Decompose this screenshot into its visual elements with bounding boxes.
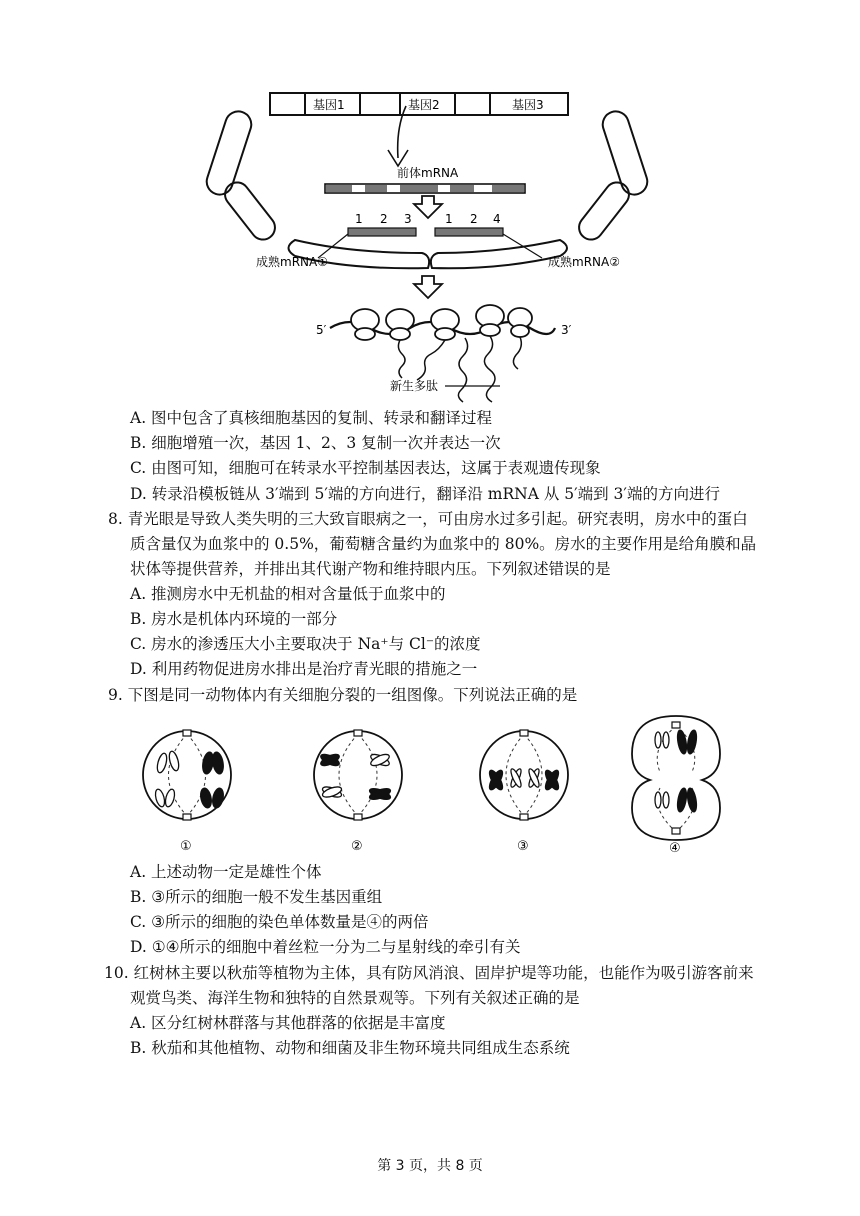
three-prime-label: 3′ — [561, 323, 572, 337]
cell-label-3: ③ — [517, 839, 529, 854]
cell-label-4: ④ — [669, 841, 681, 856]
q9-option-b: B. ③所示的细胞一般不发生基因重组 — [130, 888, 383, 906]
q8-stem-line2: 质含量仅为血浆中的 0.5%，葡萄糖含量约为血浆中的 80%。房水的主要作用是给角膜和晶 — [130, 535, 757, 553]
q7-option-c: C. 由图可知，细胞可在转录水平控制基因表达，这属于表观遗传现象 — [130, 459, 601, 477]
q9-option-d: D. ①④所示的细胞中着丝粒一分为二与星射线的牵引有关 — [130, 938, 521, 956]
q8-stem-line1: 8. 青光眼是导致人类失明的三大致盲眼病之一，可由房水过多引起。研究表明，房水中的蛋白 — [108, 510, 748, 528]
q9-option-c: C. ③所示的细胞的染色单体数量是④的两倍 — [130, 913, 429, 931]
gene-expression-diagram — [200, 88, 660, 404]
q9-option-a: A. 上述动物一定是雄性个体 — [130, 863, 322, 881]
exon-label: 2 — [380, 212, 388, 226]
q7-option-a: A. 图中包含了真核细胞基因的复制、转录和翻译过程 — [130, 409, 493, 427]
q9-stem: 9. 下图是同一动物体内有关细胞分裂的一组图像。下列说法正确的是 — [108, 686, 578, 704]
mature-mrna-2-label: 成熟mRNA② — [548, 255, 620, 269]
exon-label: 4 — [493, 212, 501, 226]
exon-label: 2 — [470, 212, 478, 226]
cell-division-figure — [130, 708, 730, 858]
q10-stem-line2: 观赏鸟类、海洋生物和独特的自然景观等。下列有关叙述正确的是 — [130, 989, 580, 1007]
gene3-label: 基因3 — [512, 98, 544, 112]
q10-stem-line1: 10. 红树林主要以秋茄等植物为主体，具有防风消浪、固岸护堤等功能，也能作为吸引游客前来 — [104, 964, 754, 982]
five-prime-label: 5′ — [316, 323, 327, 337]
q8-option-b: B. 房水是机体内环境的一部分 — [130, 610, 338, 628]
q8-option-a: A. 推测房水中无机盐的相对含量低于血浆中的 — [130, 585, 446, 603]
mature-mrna-1-label: 成熟mRNA① — [256, 255, 328, 269]
q8-stem-line3: 状体等提供营养，并排出其代谢产物和维持眼内压。下列叙述错误的是 — [130, 560, 611, 578]
exon-label: 1 — [445, 212, 453, 226]
q10-option-a: A. 区分红树林群落与其他群落的依据是丰富度 — [130, 1014, 446, 1032]
q7-option-b: B. 细胞增殖一次，基因 1、2、3 复制一次并表达一次 — [130, 434, 501, 452]
q8-option-d: D. 利用药物促进房水排出是治疗青光眼的措施之一 — [130, 660, 478, 678]
page-footer: 第 3 页，共 8 页 — [377, 1158, 483, 1174]
exon-label: 1 — [355, 212, 363, 226]
gene2-label: 基因2 — [408, 98, 440, 112]
exon-label: 3 — [404, 212, 412, 226]
cell-label-2: ② — [351, 839, 363, 854]
polypeptide-label: 新生多肽 — [390, 379, 439, 393]
q8-option-c: C. 房水的渗透压大小主要取决于 Na⁺与 Cl⁻的浓度 — [130, 635, 481, 653]
pre-mrna-label: 前体mRNA — [397, 166, 459, 180]
q10-option-b: B. 秋茄和其他植物、动物和细菌及非生物环境共同组成生态系统 — [130, 1039, 570, 1057]
cell-label-1: ① — [180, 839, 192, 854]
q7-option-d: D. 转录沿模板链从 3′端到 5′端的方向进行，翻译沿 mRNA 从 5′端到 3′端的方向进行 — [130, 485, 720, 503]
gene1-label: 基因1 — [313, 98, 345, 112]
